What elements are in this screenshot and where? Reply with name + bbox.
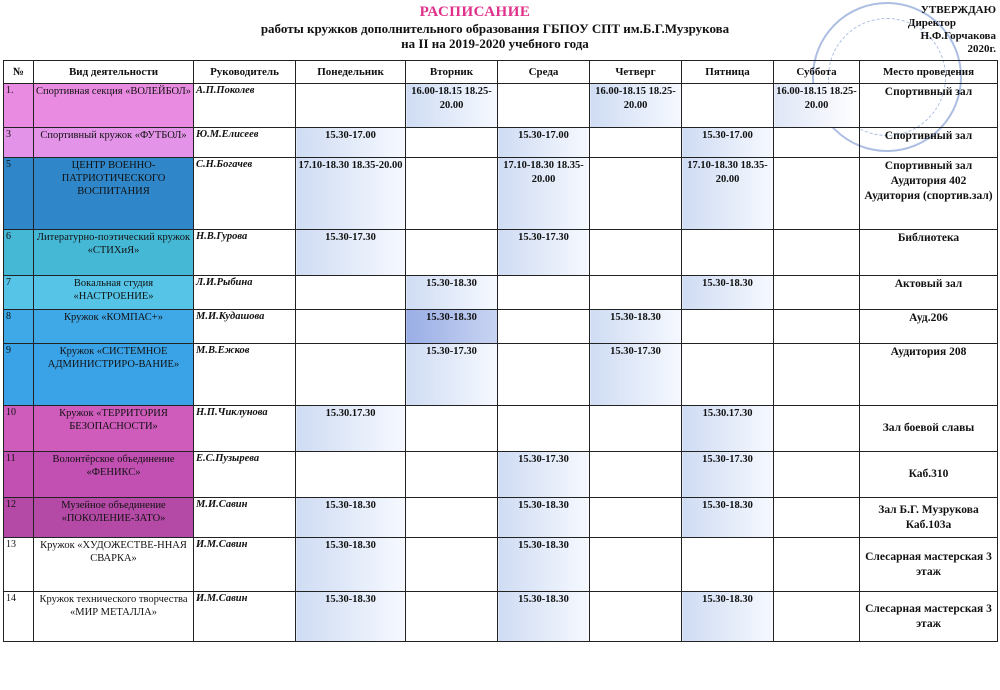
table-row [4,498,998,538]
table-row [4,344,998,406]
time-slot-mon [296,84,406,128]
time-slot-mon [296,276,406,310]
col-header-saturday: Суббота [774,61,860,84]
time-slot-mon: 15.30-18.30 [296,592,406,642]
place-cell: Слесарная мастерская 3 этаж [860,538,998,592]
page-subtitle-line2: на II на 2019-2020 учебного года [401,36,589,51]
time-slot-tue: 16.00-18.15 18.25-20.00 [406,84,498,128]
place-cell: Зал боевой славы [860,406,998,452]
row-number: 13 [4,538,34,592]
time-slot-fri: 15.30-17.30 [682,452,774,498]
row-number: 12 [4,498,34,538]
col-header-wednesday: Среда [498,61,590,84]
time-slot-tue [406,158,498,230]
time-slot-fri [682,310,774,344]
activity-cell: Спортивная секция «ВОЛЕЙБОЛ» [34,84,194,128]
schedule-table [3,60,998,642]
page-subtitle-line1: работы кружков дополнительного образования ГБПОУ СПТ им.Б.Г.Музрукова [260,21,730,36]
time-slot-fri: 15.30.17.30 [682,406,774,452]
row-number: 3 [4,128,34,158]
time-slot-mon: 15.30-18.30 [296,498,406,538]
time-slot-wed: 15.30-18.30 [498,592,590,642]
time-slot-thu [590,128,682,158]
time-slot-mon: 15.30-18.30 [296,538,406,592]
leader-cell: М.В.Ежков [194,344,296,406]
time-slot-thu [590,592,682,642]
activity-cell: Музейное объединение «ПОКОЛЕНИЕ-ЗАТО» [34,498,194,538]
row-number: 9 [4,344,34,406]
table-row [4,538,998,592]
time-slot-mon: 17.10-18.30 18.35-20.00 [296,158,406,230]
time-slot-thu: 15.30-18.30 [590,310,682,344]
col-header-friday: Пятница [682,61,774,84]
time-slot-fri: 17.10-18.30 18.35-20.00 [682,158,774,230]
col-header-activity: Вид деятельности [34,61,194,84]
time-slot-sat [774,128,860,158]
time-slot-fri: 15.30-17.00 [682,128,774,158]
activity-cell: Вокальная студия «НАСТРОЕНИЕ» [34,276,194,310]
time-slot-mon [296,344,406,406]
time-slot-thu [590,406,682,452]
time-slot-wed [498,310,590,344]
time-slot-sat [774,538,860,592]
time-slot-mon: 15.30-17.00 [296,128,406,158]
time-slot-sat [774,452,860,498]
row-number: 11 [4,452,34,498]
col-header-tuesday: Вторник [406,61,498,84]
row-number: 14 [4,592,34,642]
time-slot-mon [296,310,406,344]
time-slot-tue: 15.30-18.30 [406,310,498,344]
activity-cell: Кружок «ХУДОЖЕСТВЕ-ННАЯ СВАРКА» [34,538,194,592]
time-slot-thu: 15.30-17.30 [590,344,682,406]
time-slot-mon: 15.30.17.30 [296,406,406,452]
activity-cell: Кружок технического творчества «МИР МЕТАЛЛА» [34,592,194,642]
time-slot-tue [406,538,498,592]
place-cell: Спортивный зал [860,128,998,158]
leader-cell: Н.В.Гурова [194,230,296,276]
leader-cell: А.П.Поколев [194,84,296,128]
time-slot-tue: 15.30-17.30 [406,344,498,406]
place-cell: Аудитория 208 [860,344,998,406]
table-row [4,128,998,158]
time-slot-wed: 15.30-17.00 [498,128,590,158]
time-slot-wed: 17.10-18.30 18.35-20.00 [498,158,590,230]
approval-line2: Директор [907,17,956,29]
time-slot-tue [406,592,498,642]
time-slot-tue [406,452,498,498]
time-slot-sat [774,158,860,230]
col-header-monday: Понедельник [296,61,406,84]
col-header-num: № [4,61,34,84]
time-slot-thu [590,230,682,276]
place-cell: Ауд.206 [860,310,998,344]
time-slot-thu [590,158,682,230]
time-slot-thu [590,276,682,310]
time-slot-fri [682,230,774,276]
activity-cell: Кружок «КОМПАС+» [34,310,194,344]
time-slot-sat [774,344,860,406]
time-slot-thu [590,498,682,538]
table-header-row [4,61,998,84]
leader-cell: М.И.Кудашова [194,310,296,344]
activity-cell: Литературно-поэтический кружок «СТИХиЯ» [34,230,194,276]
time-slot-tue: 15.30-18.30 [406,276,498,310]
time-slot-wed: 15.30-18.30 [498,538,590,592]
time-slot-thu [590,452,682,498]
place-cell: Слесарная мастерская 3 этаж [860,592,998,642]
leader-cell: Н.П.Чиклунова [194,406,296,452]
time-slot-tue [406,230,498,276]
row-number: 5 [4,158,34,230]
row-number: 6 [4,230,34,276]
row-number: 1. [4,84,34,128]
leader-cell: С.Н.Богачев [194,158,296,230]
time-slot-tue [406,128,498,158]
table-row [4,84,998,128]
time-slot-tue [406,498,498,538]
time-slot-sat [774,406,860,452]
activity-cell: Волонтёрское объединение «ФЕНИКС» [34,452,194,498]
place-cell: Актовый зал [860,276,998,310]
leader-cell: Л.И.Рыбина [194,276,296,310]
time-slot-wed: 15.30-18.30 [498,498,590,538]
activity-cell: ЦЕНТР ВОЕННО-ПАТРИОТИЧЕСКОГО ВОСПИТАНИЯ [34,158,194,230]
leader-cell: И.М.Савин [194,538,296,592]
leader-cell: Е.С.Пузырева [194,452,296,498]
time-slot-wed [498,84,590,128]
table-row [4,452,998,498]
table-row [4,276,998,310]
row-number: 8 [4,310,34,344]
col-header-thursday: Четверг [590,61,682,84]
time-slot-wed: 15.30-17.30 [498,452,590,498]
leader-cell: М.И.Савин [194,498,296,538]
time-slot-sat: 16.00-18.15 18.25-20.00 [774,84,860,128]
time-slot-wed: 15.30-17.30 [498,230,590,276]
time-slot-fri [682,344,774,406]
col-header-leader: Руководитель [194,61,296,84]
time-slot-sat [774,592,860,642]
time-slot-wed [498,406,590,452]
time-slot-fri [682,538,774,592]
leader-cell: И.М.Савин [194,592,296,642]
time-slot-thu: 16.00-18.15 18.25-20.00 [590,84,682,128]
time-slot-wed [498,276,590,310]
row-number: 10 [4,406,34,452]
time-slot-fri [682,84,774,128]
time-slot-wed [498,344,590,406]
time-slot-sat [774,310,860,344]
approval-line3: Н.Ф.Горчакова [920,30,996,42]
approval-line1: УТВЕРЖДАЮ [920,4,996,16]
col-header-place: Место проведения [860,61,998,84]
place-cell: Спортивный зал [860,84,998,128]
time-slot-mon: 15.30-17.30 [296,230,406,276]
place-cell: Спортивный зал Аудитория 402 Аудитория (спортив.зал) [860,158,998,230]
place-cell: Библиотека [860,230,998,276]
time-slot-sat [774,498,860,538]
activity-cell: Кружок «СИСТЕМНОЕ АДМИНИСТРИРО-ВАНИЕ» [34,344,194,406]
time-slot-sat [774,276,860,310]
table-row [4,406,998,452]
leader-cell: Ю.М.Елисеев [194,128,296,158]
page-title: РАСПИСАНИЕ [419,4,531,20]
time-slot-fri: 15.30-18.30 [682,498,774,538]
place-cell: Каб.310 [860,452,998,498]
time-slot-sat [774,230,860,276]
time-slot-tue [406,406,498,452]
table-row [4,158,998,230]
time-slot-mon [296,452,406,498]
table-row [4,310,998,344]
approval-line4: 2020г. [967,43,996,55]
activity-cell: Спортивный кружок «ФУТБОЛ» [34,128,194,158]
place-cell: Зал Б.Г. Музрукова Каб.103а [860,498,998,538]
activity-cell: Кружок «ТЕРРИТОРИЯ БЕЗОПАСНОСТИ» [34,406,194,452]
table-row [4,592,998,642]
table-row [4,230,998,276]
time-slot-fri: 15.30-18.30 [682,592,774,642]
time-slot-thu [590,538,682,592]
approval-block [846,4,996,56]
time-slot-fri: 15.30-18.30 [682,276,774,310]
row-number: 7 [4,276,34,310]
